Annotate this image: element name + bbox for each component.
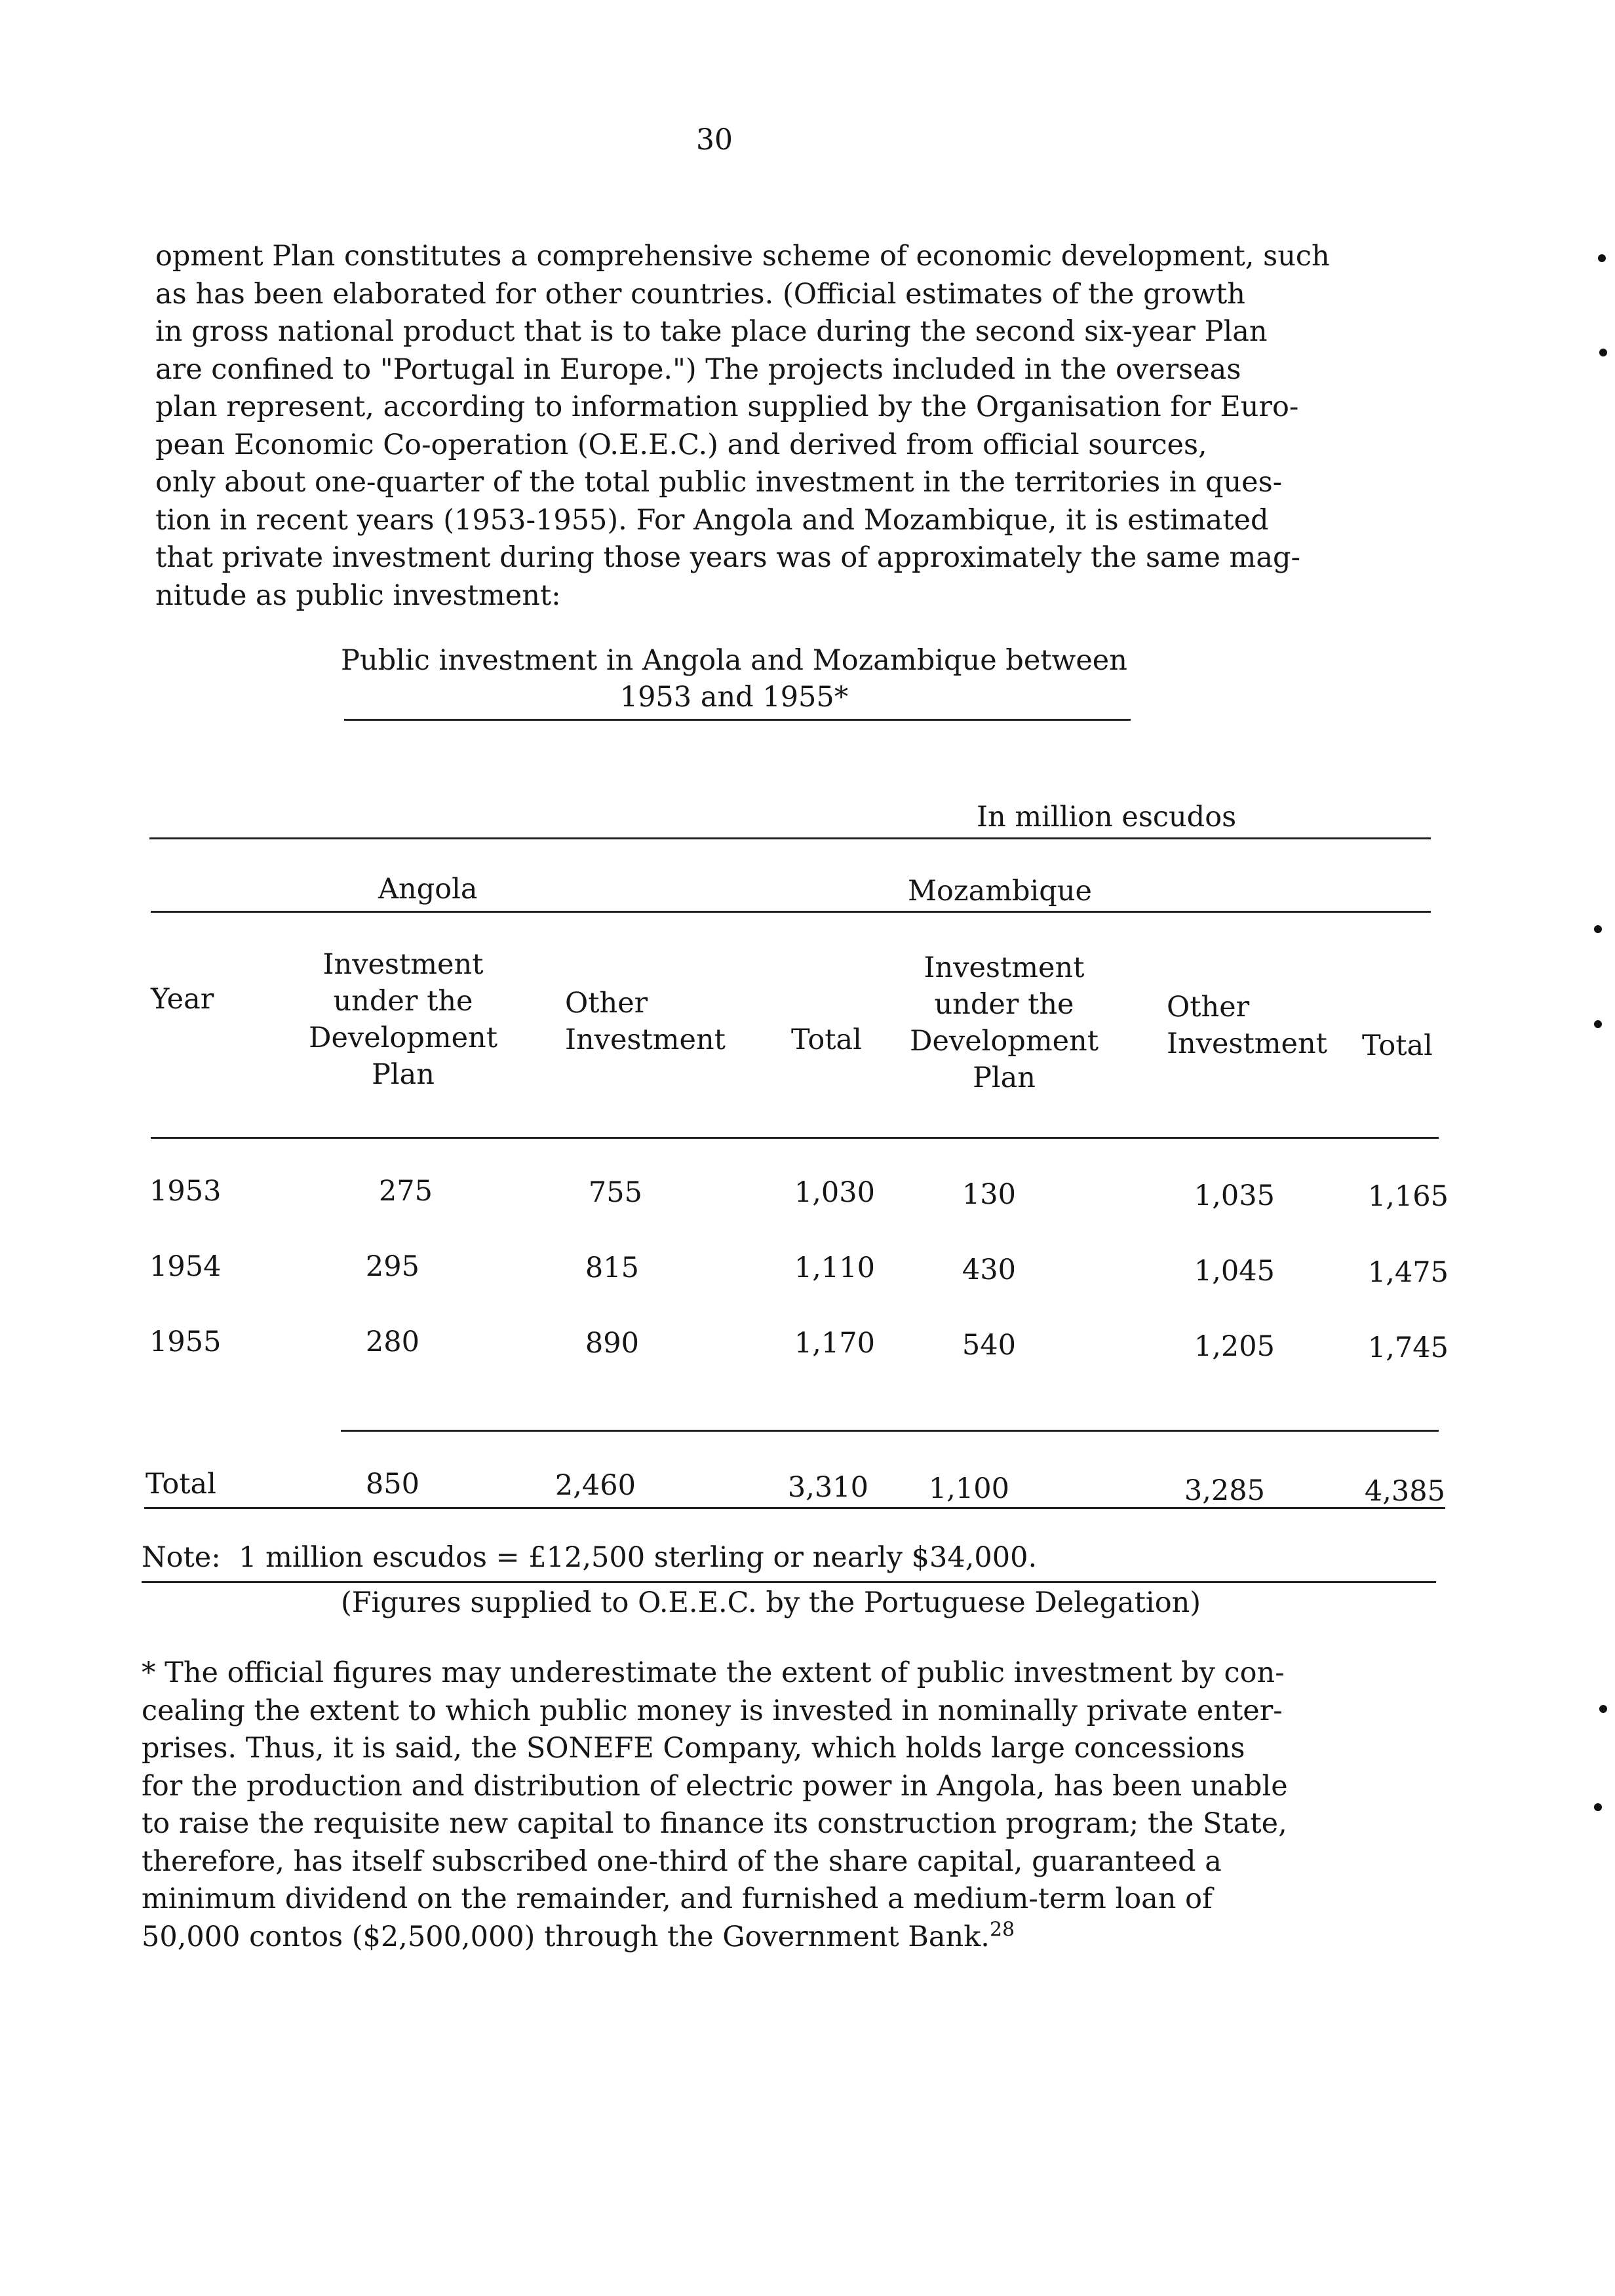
text-line: opment Plan constitutes a comprehensive scheme of economic development, such xyxy=(155,240,1330,273)
caption-underline xyxy=(344,719,1131,721)
intro-paragraph xyxy=(155,238,1374,615)
footnote-paragraph xyxy=(142,1655,1361,1956)
page-number: 30 xyxy=(696,123,733,157)
text-line: minimum dividend on the remainder, and furnished a medium-term loan of xyxy=(142,1883,1213,1915)
text-line: only about one-quarter of the total public investment in the territories in ques- xyxy=(155,466,1283,499)
table-cell: 295 xyxy=(365,1250,419,1283)
table-bottom-rule xyxy=(144,1507,1445,1509)
table-cell: 2,460 xyxy=(555,1469,636,1502)
table-cell: 815 xyxy=(585,1252,639,1284)
text-line: that private investment during those years was of approximately the same mag- xyxy=(155,541,1301,574)
text-line: cealing the extent to which public money is invested in nominally private enter- xyxy=(142,1694,1283,1727)
text-line: therefore, has itself subscribed one-third of the share capital, guaranteed a xyxy=(142,1845,1222,1878)
col-header-mozambique-total: Total xyxy=(1362,1029,1433,1062)
table-cell: 1,165 xyxy=(1367,1180,1449,1213)
table-note: Note: 1 million escudos = £12,500 sterling or nearly $34,000. xyxy=(142,1541,1038,1574)
table-cell-total-label: Total xyxy=(146,1468,216,1501)
table-cell-year: 1953 xyxy=(149,1175,222,1208)
table-cell: 4,385 xyxy=(1364,1475,1445,1508)
group-header-rule xyxy=(151,911,1431,913)
caption-line: Public investment in Angola and Mozambique between xyxy=(341,644,1127,677)
table-cell: 1,110 xyxy=(794,1252,875,1284)
table-cell: 430 xyxy=(962,1253,1016,1286)
col-header-mozambique-dev-plan: Investment under the Development Plan xyxy=(909,951,1099,1094)
text-line: as has been elaborated for other countries. (Official estimates of the growth xyxy=(155,277,1245,311)
margin-mark xyxy=(1599,1705,1607,1713)
table-cell: 1,100 xyxy=(928,1472,1009,1505)
table-cell-year: 1955 xyxy=(149,1326,222,1358)
margin-mark xyxy=(1594,1020,1602,1028)
footnote-last-text: 50,000 contos ($2,500,000) through the Government Bank. xyxy=(142,1920,990,1953)
text-line: to raise the requisite new capital to finance its construction program; the State, xyxy=(142,1807,1287,1840)
table-source: (Figures supplied to O.E.E.C. by the Portuguese Delegation) xyxy=(341,1586,1201,1619)
table-cell: 850 xyxy=(365,1468,419,1501)
table-cell: 1,475 xyxy=(1367,1256,1449,1289)
text-line: plan represent, according to information supplied by the Organisation for Euro- xyxy=(155,391,1299,423)
col-header-angola-other: Other Investment xyxy=(565,987,726,1056)
col-header-mozambique-other: Other Investment xyxy=(1167,991,1327,1060)
table-cell-year: 1954 xyxy=(149,1250,222,1283)
text-line: * The official figures may underestimate the extent of public investment by con- xyxy=(142,1656,1285,1689)
text-line: are confined to "Portugal in Europe.") The projects included in the overseas xyxy=(155,353,1241,386)
group-header-angola: Angola xyxy=(378,873,478,906)
margin-mark xyxy=(1598,254,1606,262)
footnote-reference: 28 xyxy=(989,1918,1015,1942)
text-line: for the production and distribution of electric power in Angola, has been unable xyxy=(142,1769,1288,1803)
col-header-angola-total: Total xyxy=(791,1024,862,1056)
text-line: prises. Thus, it is said, the SONEFE Company, which holds large concessions xyxy=(142,1732,1245,1765)
text-line: nitude as public investment: xyxy=(155,579,561,612)
margin-mark xyxy=(1599,349,1607,356)
text-line: pean Economic Co-operation (O.E.E.C.) and derived from official sources, xyxy=(155,428,1207,461)
group-header-mozambique: Mozambique xyxy=(908,875,1092,908)
table-caption xyxy=(341,642,1127,716)
table-cell: 280 xyxy=(365,1326,419,1358)
table-cell: 275 xyxy=(378,1175,433,1208)
text-line xyxy=(142,1919,1361,1957)
margin-mark xyxy=(1594,925,1602,933)
unit-label: In million escudos xyxy=(977,801,1237,833)
margin-mark xyxy=(1594,1803,1602,1811)
text-line: in gross national product that is to take place during the second six-year Plan xyxy=(155,315,1268,348)
table-cell: 130 xyxy=(962,1178,1016,1211)
table-cell: 1,035 xyxy=(1194,1179,1275,1212)
col-header-year: Year xyxy=(151,983,214,1016)
table-cell: 540 xyxy=(962,1329,1016,1362)
table-top-rule xyxy=(149,837,1431,839)
caption-line: 1953 and 1955* xyxy=(619,681,849,714)
table-cell: 1,045 xyxy=(1194,1255,1275,1288)
table-cell: 1,745 xyxy=(1367,1331,1449,1364)
table-cell: 1,030 xyxy=(794,1176,875,1209)
header-bottom-rule xyxy=(151,1137,1439,1139)
text-line: tion in recent years (1953-1955). For Angola and Mozambique, it is estimated xyxy=(155,503,1269,537)
totals-top-rule xyxy=(341,1430,1439,1432)
table-cell: 3,285 xyxy=(1184,1474,1265,1507)
table-cell: 890 xyxy=(585,1327,639,1360)
table-cell: 755 xyxy=(588,1176,642,1209)
table-cell: 3,310 xyxy=(787,1471,868,1504)
table-cell: 1,170 xyxy=(794,1327,875,1360)
note-underline xyxy=(142,1581,1436,1583)
table-cell: 1,205 xyxy=(1194,1330,1275,1363)
col-header-angola-dev-plan: Investment under the Development Plan xyxy=(308,948,498,1091)
